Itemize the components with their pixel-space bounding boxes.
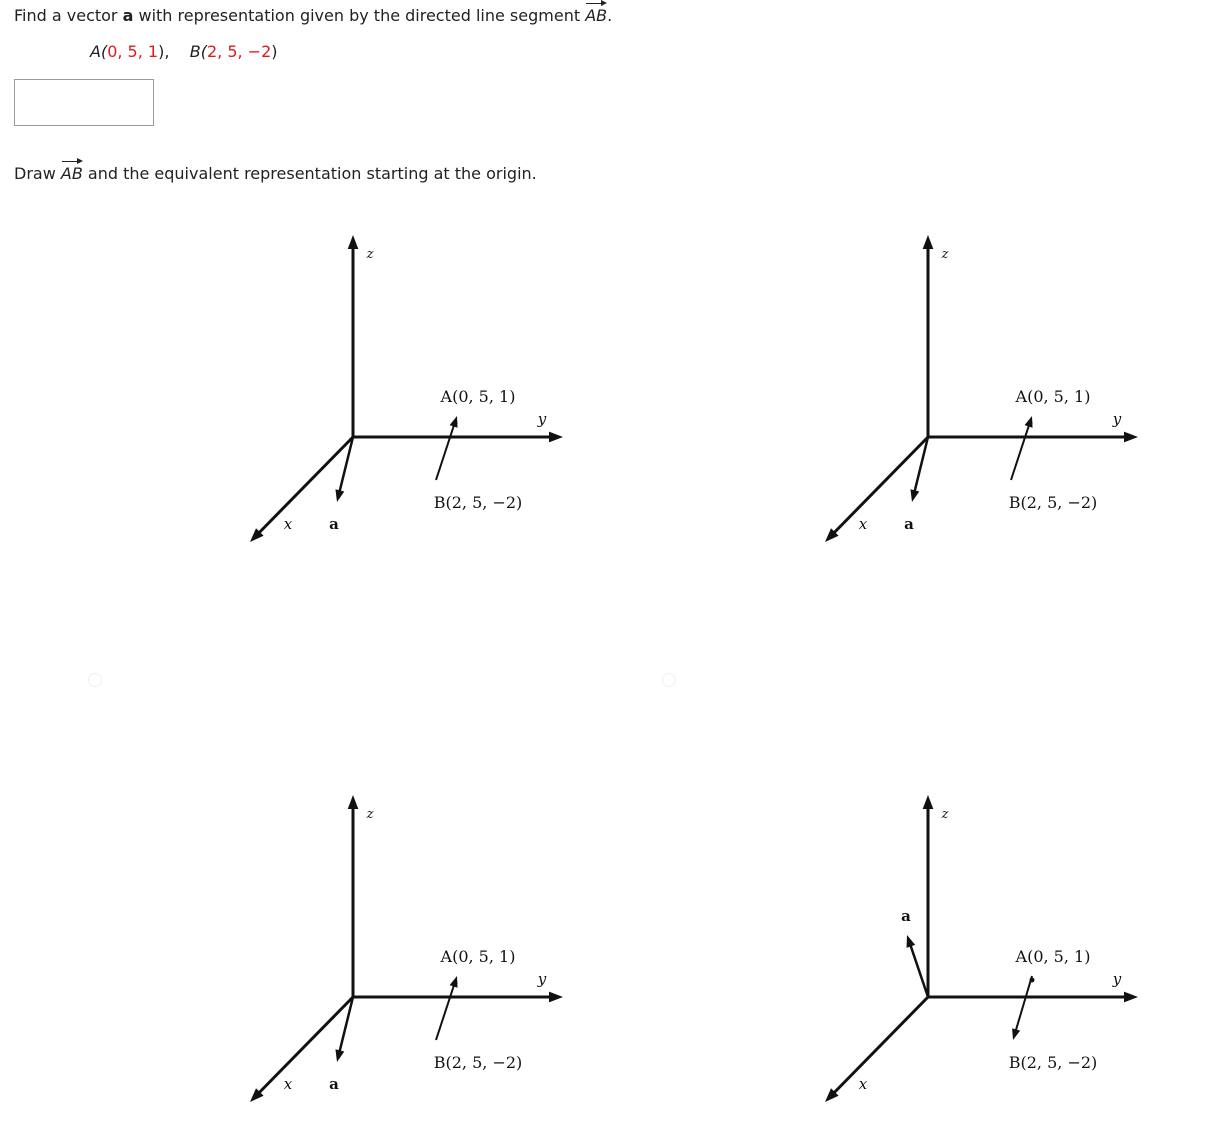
x-axis-label: x [858, 1075, 868, 1093]
point-a-dot [453, 421, 458, 426]
vector-a-label: a [329, 515, 339, 533]
draw-instruction: Draw AB and the equivalent representation starting at the origin. [14, 164, 537, 183]
point-b-coords: 2, 5, −2 [206, 42, 272, 61]
point-b-label: B(2, 5, −2) [433, 1053, 523, 1072]
z-axis-label: z [941, 807, 949, 822]
z-axis-label: z [941, 247, 949, 262]
given-points: A(0, 5, 1), B(2, 5, −2) [90, 42, 278, 61]
y-axis-head [1124, 432, 1138, 443]
x-axis-label: x [858, 515, 868, 533]
option-figure-3[interactable] [230, 780, 570, 1120]
vector-a-label: a [329, 1075, 339, 1093]
point-a-coords: 0, 5, 1 [107, 42, 159, 61]
vector-a-head [335, 489, 344, 502]
option-figure-2[interactable] [805, 220, 1145, 560]
z-axis-head [923, 235, 934, 249]
y-axis-head [549, 432, 563, 443]
y-axis-head [549, 992, 563, 1003]
point-a-label: A(0, 5, 1) [440, 947, 516, 966]
option-2-radio[interactable] [662, 673, 676, 687]
point-b-label: B(2, 5, −2) [1008, 493, 1098, 512]
x-axis-line [832, 997, 928, 1095]
ab-segment-line [1015, 976, 1032, 1033]
vector-ab-label: AB [585, 6, 608, 25]
z-axis-head [348, 235, 359, 249]
y-axis-head [1124, 992, 1138, 1003]
z-axis-head [348, 795, 359, 809]
vector-a-head [910, 489, 919, 502]
y-axis-label: y [537, 970, 547, 988]
option-1-radio[interactable] [88, 673, 102, 687]
option-figure-1[interactable] [230, 220, 570, 560]
point-a-label: A(0, 5, 1) [440, 387, 516, 406]
answer-input[interactable] [14, 79, 154, 126]
vector-ab-label: AB [60, 164, 83, 183]
point-b-name: B( [189, 42, 207, 61]
y-axis-label: y [1112, 410, 1122, 428]
z-axis-head [923, 795, 934, 809]
x-axis-label: x [283, 515, 293, 533]
vector-a-label: a [901, 907, 911, 925]
z-axis-label: z [366, 807, 374, 822]
x-axis-label: x [283, 1075, 293, 1093]
ab-segment-line [436, 423, 455, 480]
point-b-label: B(2, 5, −2) [1008, 1053, 1098, 1072]
z-axis-label: z [366, 247, 374, 262]
point-b-label: B(2, 5, −2) [433, 493, 523, 512]
y-axis-label: y [537, 410, 547, 428]
point-a-dot [1030, 978, 1035, 983]
ab-segment-line [436, 983, 455, 1040]
point-a-label: A(0, 5, 1) [1015, 387, 1091, 406]
option-figure-4[interactable] [805, 780, 1145, 1120]
vector-a-head [907, 935, 916, 948]
point-a-label: A(0, 5, 1) [1015, 947, 1091, 966]
vector-a-head [335, 1049, 344, 1062]
ab-segment-line [1011, 423, 1030, 480]
y-axis-label: y [1112, 970, 1122, 988]
point-a-dot [453, 981, 458, 986]
ab-segment-head [1012, 1028, 1020, 1040]
point-a-dot [1028, 421, 1033, 426]
point-a-name: A( [90, 42, 108, 61]
vector-a-symbol: a [122, 6, 134, 25]
vector-a-line [910, 943, 928, 997]
question-text: Find a vector a with representation given by the directed line segment AB. [14, 6, 613, 25]
vector-a-label: a [904, 515, 914, 533]
